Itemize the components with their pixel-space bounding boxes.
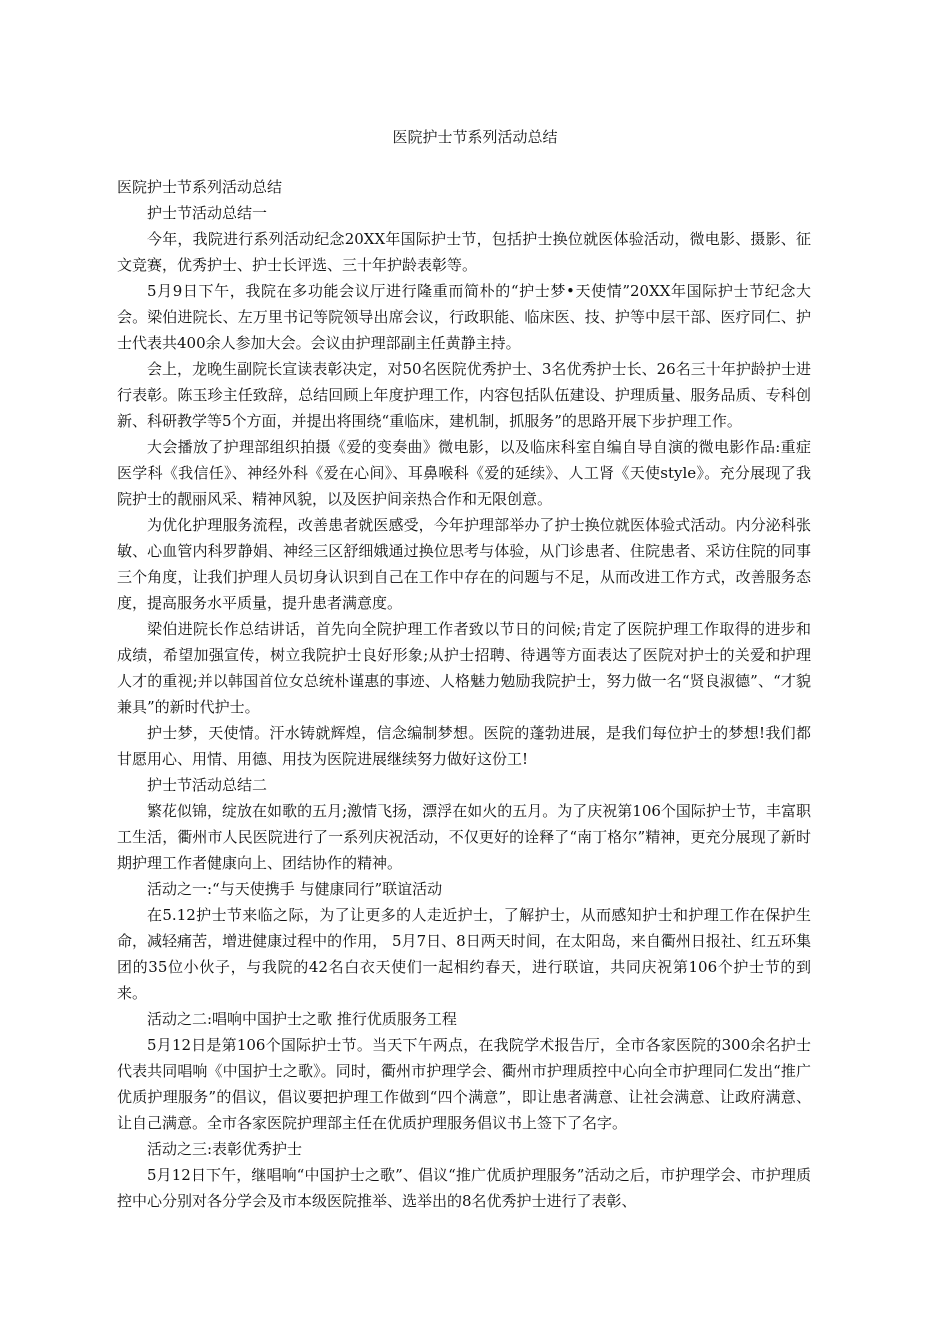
paragraph: 为优化护理服务流程，改善患者就医感受，今年护理部举办了护士换位就医体验式活动。内分泌科张敏、心血管内科罗静娟、神经三区舒细娥通过换位思考与体验，从门诊患者、住院患者、采访住院的同事三个角度，让我们护理人员切身认识到自己在工作中存在的问题与不足，从而改进工作方式，改善服务态度，提高服务水平质量，提升患者满意度。 bbox=[117, 516, 811, 612]
document-title: 医院护士节系列活动总结 bbox=[392, 128, 558, 146]
paragraph: 5月9日下午，我院在多功能会议厅进行隆重而简朴的“护士梦•天使情”20XX年国际护士节纪念大会。梁伯进院长、左万里书记等院领导出席会议，行政职能、临床医、技、护等中层干部、医疗同仁、护士代表共400余人参加大会。会议由护理部副主任黄静主持。 bbox=[117, 282, 811, 352]
document-body bbox=[117, 174, 811, 1214]
paragraph: 护士梦，天使情。汗水铸就辉煌，信念编制梦想。医院的蓬勃进展，是我们每位护士的梦想!我们都甘愿用心、用情、用德、用技为医院进展继续努力做好这份工! bbox=[117, 724, 811, 768]
paragraph: 5月12日下午，继唱响“中国护士之歌”、倡议“推广优质护理服务”活动之后，市护理学会、市护理质控中心分别对各分学会及市本级医院推举、选举出的8名优秀护士进行了表彰、 bbox=[117, 1166, 811, 1210]
activity-heading-3: 活动之三:表彰优秀护士 bbox=[147, 1140, 303, 1158]
paragraph: 今年，我院进行系列活动纪念20XX年国际护士节，包括护士换位就医体验活动，微电影、摄影、征文竞赛，优秀护士、护士长评选、三十年护龄表彰等。 bbox=[117, 230, 811, 274]
activity-heading-1: 活动之一:“与天使携手 与健康同行”联谊活动 bbox=[147, 880, 443, 898]
section-heading-1: 护士节活动总结一 bbox=[147, 204, 268, 222]
paragraph: 5月12日是第106个国际护士节。当天下午两点，在我院学术报告厅，全市各家医院的300余名护士代表共同唱响《中国护士之歌》。同时，衢州市护理学会、衢州市护理质控中心向全市护理同仁发出“推广优质护理服务”的倡议，倡议要把护理工作做到“四个满意”，即让患者满意、让社会满意、让政府满意、让自己满意。全市各家医院护理部主任在优质护理服务倡议书上签下了名字。 bbox=[117, 1036, 811, 1132]
paragraph: 在5.12护士节来临之际，为了让更多的人走近护士，了解护士，从而感知护士和护理工作在保护生命，减轻痛苦，增进健康过程中的作用， 5月7日、8日两天时间，在太阳岛，来自衢州日报社、红五环集团的35位小伙子，与我院的42名白衣天使们一起相约春天，进行联谊，共同庆祝第106个护士节的到来。 bbox=[117, 906, 811, 1002]
body-heading: 医院护士节系列活动总结 bbox=[117, 178, 283, 196]
paragraph: 大会播放了护理部组织拍摄《爱的变奏曲》微电影，以及临床科室自编自导自演的微电影作品:重症医学科《我信任》、神经外科《爱在心间》、耳鼻喉科《爱的延续》、人工肾《天使style》。充分展现了我院护士的靓丽风采、精神风貌，以及医护间亲热合作和无限创意。 bbox=[117, 438, 811, 508]
paragraph: 梁伯进院长作总结讲话，首先向全院护理工作者致以节日的问候;肯定了医院护理工作取得的进步和成绩，希望加强宣传，树立我院护士良好形象;从护士招聘、待遇等方面表达了医院对护士的关爱和护理人才的重视;并以韩国首位女总统朴谨惠的事迹、人格魅力勉励我院护士，努力做一名“贤良淑德”、“才貌兼具”的新时代护士。 bbox=[117, 620, 811, 716]
paragraph: 会上，龙晚生副院长宣读表彰决定，对50名医院优秀护士、3名优秀护士长、26名三十年护龄护士进行表彰。陈玉珍主任致辞，总结回顾上年度护理工作，内容包括队伍建设、护理质量、服务品质、专科创新、科研教学等5个方面，并提出将围绕“重临床，建机制，抓服务”的思路开展下步护理工作。 bbox=[117, 360, 811, 430]
activity-heading-2: 活动之二:唱响中国护士之歌 推行优质服务工程 bbox=[147, 1010, 457, 1028]
section-heading-2: 护士节活动总结二 bbox=[147, 776, 268, 794]
paragraph: 繁花似锦，绽放在如歌的五月;激情飞扬，漂浮在如火的五月。为了庆祝第106个国际护士节，丰富职工生活，衢州市人民医院进行了一系列庆祝活动，不仅更好的诠释了“南丁格尔”精神，更充分展现了新时期护理工作者健康向上、团结协作的精神。 bbox=[117, 802, 811, 872]
